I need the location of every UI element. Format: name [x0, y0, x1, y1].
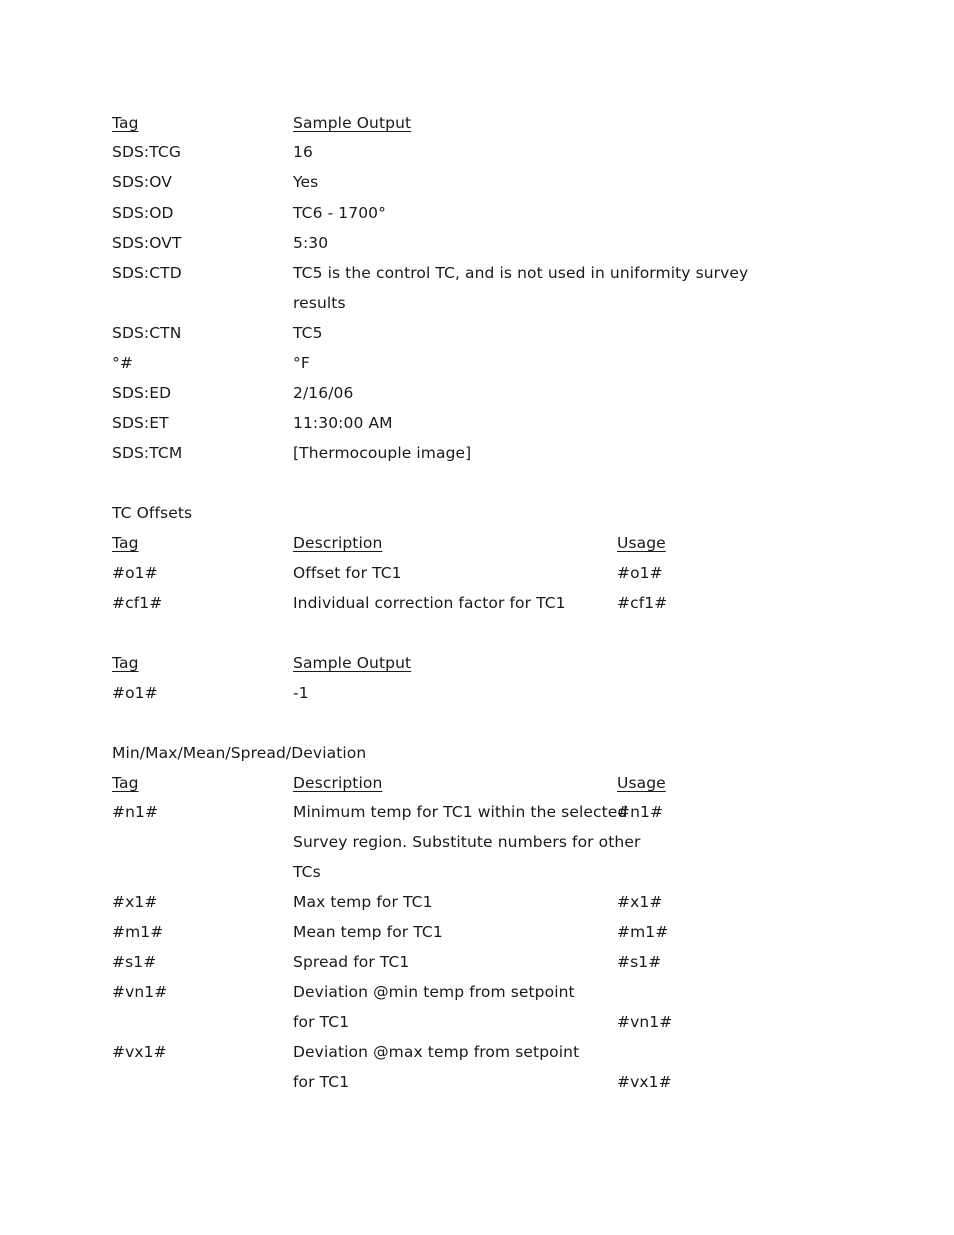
- table-row: [112, 318, 812, 348]
- output-cell: TC5 is the control TC, and is not used in uniformity survey: [293, 264, 749, 282]
- table-row: [112, 137, 812, 167]
- minmax-header-row: [112, 768, 812, 798]
- output-cell: 2/16/06: [293, 384, 354, 402]
- usage-cell: #o1#: [617, 564, 663, 582]
- usage-cell: #m1#: [617, 923, 669, 941]
- output-cell: 5:30: [293, 234, 329, 252]
- table-row: [112, 917, 812, 947]
- output-cell: °F: [293, 354, 310, 372]
- description-cell: for TC1: [293, 1013, 350, 1031]
- table-row: [112, 977, 812, 1007]
- description-cell: TCs: [293, 863, 321, 881]
- table-row: [112, 348, 812, 378]
- tag-cell: #x1#: [112, 893, 158, 911]
- tag-cell: #o1#: [112, 564, 158, 582]
- section-title: TC Offsets: [112, 504, 193, 522]
- tag-cell: SDS:OD: [112, 204, 174, 222]
- description-cell: Survey region. Substitute numbers for other: [293, 833, 641, 851]
- output-header: Sample Output: [293, 654, 412, 672]
- description-cell: Max temp for TC1: [293, 893, 433, 911]
- tag-cell: #vn1#: [112, 983, 168, 1001]
- tag-cell: #s1#: [112, 953, 157, 971]
- description-cell: Spread for TC1: [293, 953, 410, 971]
- description-cell: Mean temp for TC1: [293, 923, 443, 941]
- table-row-continuation: [112, 827, 812, 857]
- table1-tag-header: Tag: [112, 114, 139, 132]
- table-row: [112, 588, 812, 618]
- table-row: [112, 167, 812, 197]
- tag-cell: SDS:ED: [112, 384, 172, 402]
- tag-cell: #cf1#: [112, 594, 163, 612]
- output-cell: 11:30:00 AM: [293, 414, 393, 432]
- output-cell: -1: [293, 684, 309, 702]
- tag-header: Tag: [112, 534, 139, 552]
- table1-header-row: [112, 108, 812, 138]
- table-row: [112, 947, 812, 977]
- tag-cell: SDS:OVT: [112, 234, 182, 252]
- description-cell: Deviation @max temp from setpoint: [293, 1043, 580, 1061]
- tag-cell: °#: [112, 354, 133, 372]
- output-cell: 16: [293, 143, 313, 161]
- table-row: [112, 228, 812, 258]
- usage-header: Usage: [617, 774, 666, 792]
- tag-cell: #vx1#: [112, 1043, 167, 1061]
- usage-cell: #n1#: [617, 803, 664, 821]
- description-cell: for TC1: [293, 1073, 350, 1091]
- table-row: [112, 258, 812, 288]
- tag-cell: SDS:OV: [112, 173, 172, 191]
- table-row: [112, 797, 812, 827]
- output-cell: TC5: [293, 324, 323, 342]
- tag-cell: SDS:CTN: [112, 324, 182, 342]
- usage-cell: #vn1#: [617, 1013, 673, 1031]
- description-header: Description: [293, 534, 383, 552]
- description-header: Description: [293, 774, 383, 792]
- table-row: [112, 378, 812, 408]
- output-cell: TC6 - 1700°: [293, 204, 386, 222]
- usage-cell: #s1#: [617, 953, 662, 971]
- table-row-continuation: [112, 1067, 812, 1097]
- usage-cell: #vx1#: [617, 1073, 672, 1091]
- tag-cell: #m1#: [112, 923, 164, 941]
- description-cell: Offset for TC1: [293, 564, 402, 582]
- tag-header: Tag: [112, 774, 139, 792]
- table-row: [112, 1037, 812, 1067]
- usage-cell: #x1#: [617, 893, 663, 911]
- table-row: [112, 678, 812, 708]
- tc-offsets-header-row: [112, 528, 812, 558]
- output-cell: Yes: [293, 173, 319, 191]
- section-title: Min/Max/Mean/Spread/Deviation: [112, 744, 367, 762]
- tag-cell: SDS:CTD: [112, 264, 182, 282]
- output-cell: [Thermocouple image]: [293, 444, 472, 462]
- table-row: [112, 408, 812, 438]
- tag-cell: SDS:TCG: [112, 143, 181, 161]
- description-cell: Individual correction factor for TC1: [293, 594, 566, 612]
- usage-cell: #cf1#: [617, 594, 668, 612]
- tag-cell: SDS:ET: [112, 414, 169, 432]
- tag-cell: #o1#: [112, 684, 158, 702]
- table-row: [112, 558, 812, 588]
- table1-output-header: Sample Output: [293, 114, 412, 132]
- tag-cell: SDS:TCM: [112, 444, 183, 462]
- table-row: [112, 438, 812, 468]
- output-cell: results: [293, 294, 346, 312]
- table-row-continuation: [112, 857, 812, 887]
- table3-header-row: [112, 648, 812, 678]
- usage-header: Usage: [617, 534, 666, 552]
- tag-cell: #n1#: [112, 803, 159, 821]
- table-row: [112, 198, 812, 228]
- table-row-continuation: [112, 1007, 812, 1037]
- table-row: [112, 887, 812, 917]
- tag-header: Tag: [112, 654, 139, 672]
- table-row-continuation: [112, 288, 812, 318]
- description-cell: Minimum temp for TC1 within the selected: [293, 803, 628, 821]
- description-cell: Deviation @min temp from setpoint: [293, 983, 575, 1001]
